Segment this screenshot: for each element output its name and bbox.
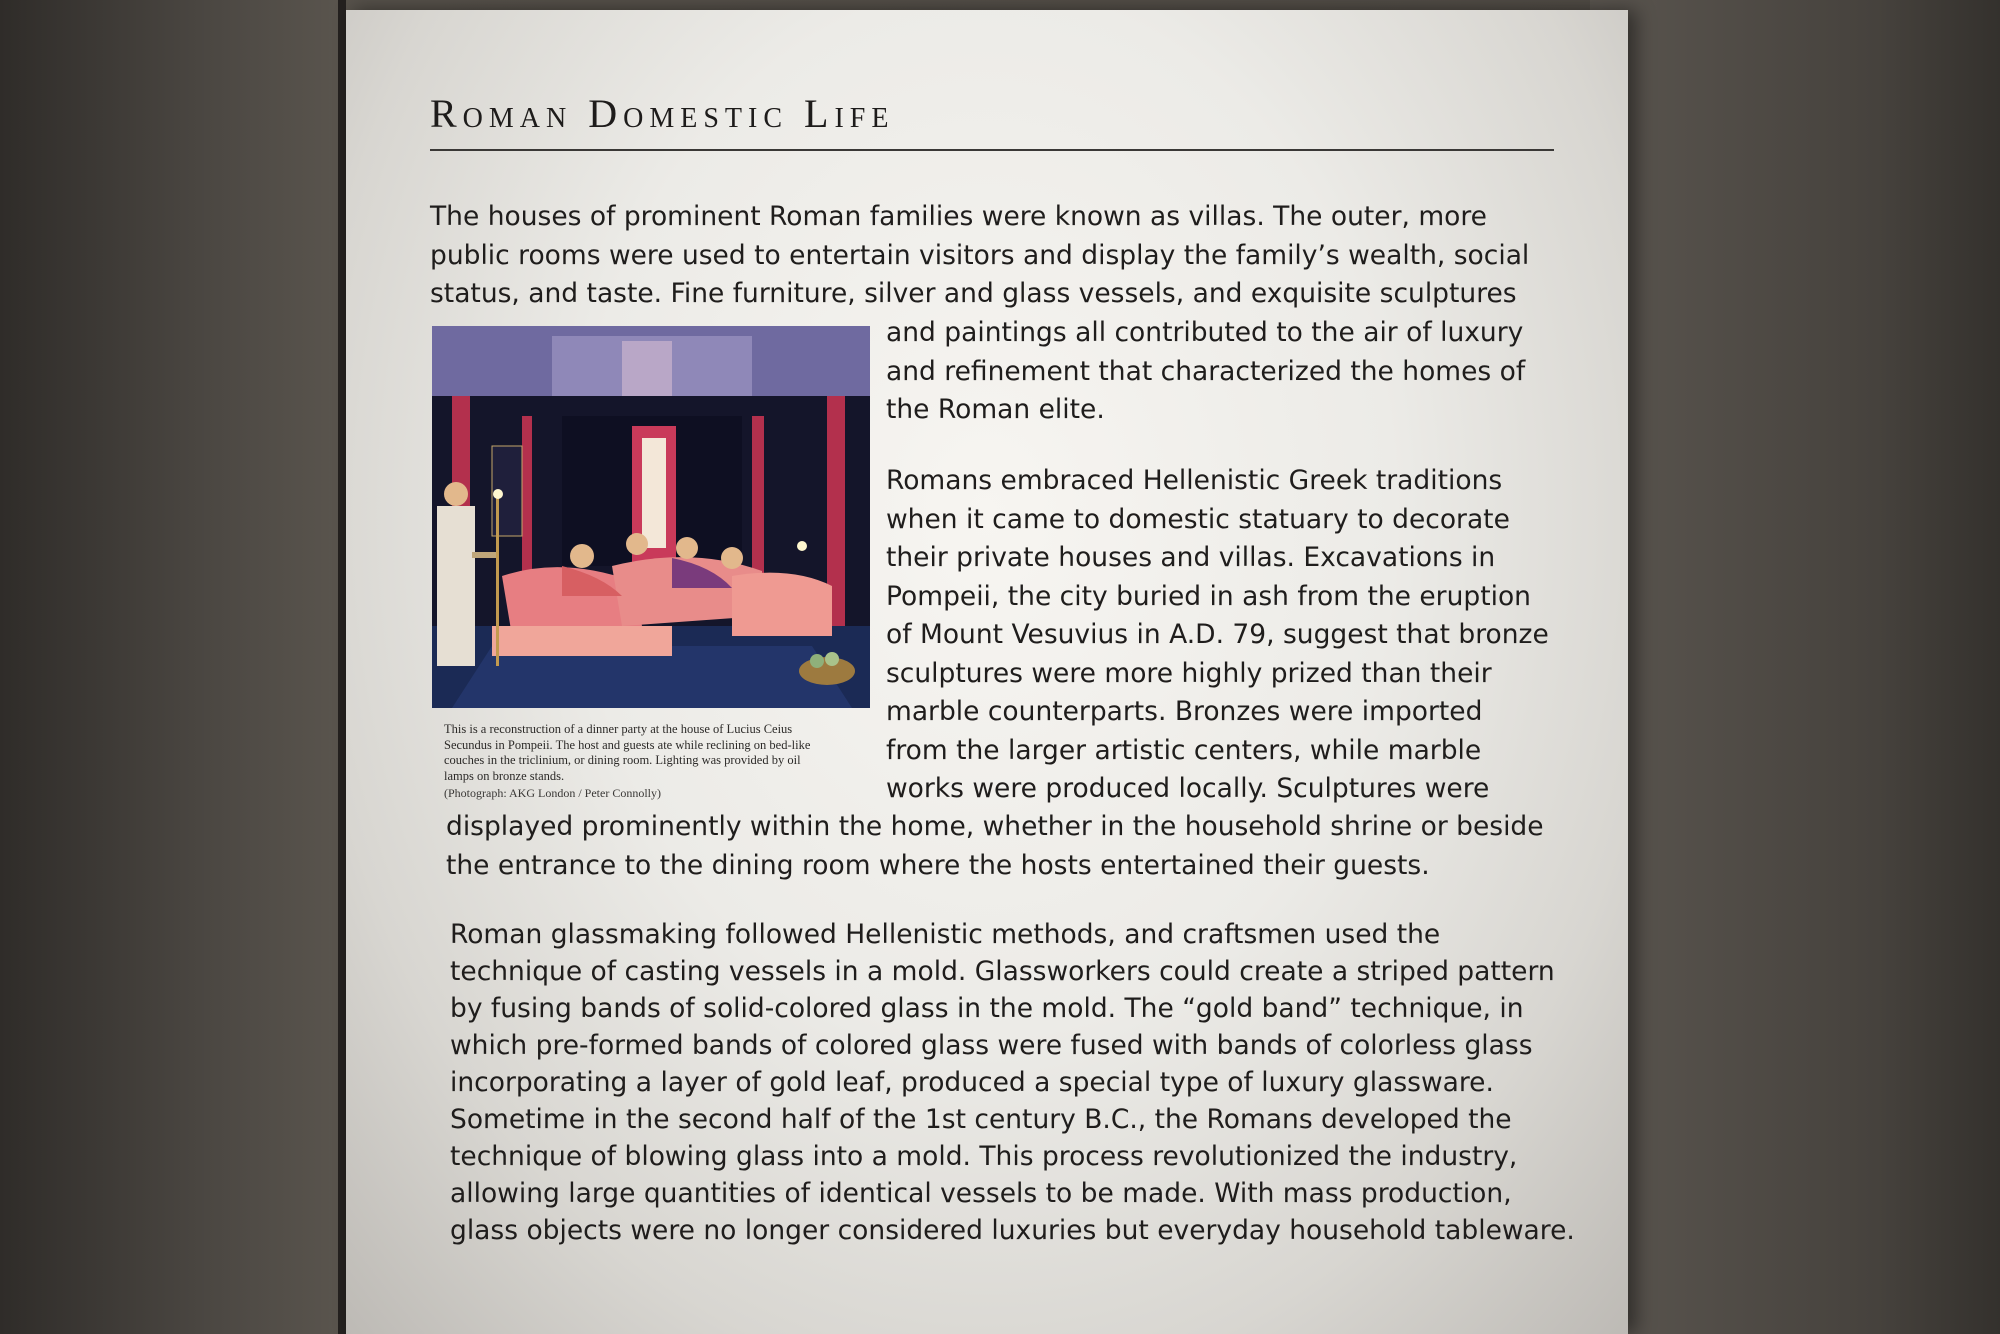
illustration-frame: [432, 326, 870, 718]
text-line: Pompeii, the city buried in ash from the eruption: [886, 580, 1531, 612]
text-line: public rooms were used to entertain visitors and display the family’s wealth, social: [430, 239, 1530, 271]
paragraph-2-full: [446, 808, 1544, 885]
text-line: by fusing bands of solid-colored glass in the mold. The “gold band” technique, in: [450, 993, 1524, 1024]
paragraph-1-full: [430, 198, 1529, 314]
text-line: Sometime in the second half of the 1st century B.C., the Romans developed the: [450, 1104, 1512, 1135]
text-line: of Mount Vesuvius in A.D. 79, suggest that bronze: [886, 619, 1549, 650]
text-line: marble counterparts. Bronzes were imported: [886, 696, 1483, 727]
paragraph-3: [450, 916, 1575, 1249]
text-line: when it came to domestic statuary to decorate: [886, 503, 1510, 535]
panel-title: Roman Domestic Life: [430, 91, 895, 136]
panel-edge: [338, 0, 346, 1334]
title-rule: [430, 149, 1554, 151]
dinner-party-illustration: [432, 326, 870, 708]
text-line: and refinement that characterized the homes of: [886, 355, 1526, 387]
text-line: and paintings all contributed to the air of luxury: [886, 317, 1524, 348]
gallery-wall-left: [0, 0, 345, 1334]
text-line: the Roman elite.: [886, 394, 1105, 425]
text-line: works were produced locally. Sculptures were: [886, 773, 1490, 804]
text-line: technique of blowing glass into a mold. This process revolutionized the industry,: [450, 1141, 1518, 1172]
photo-credit: (Photograph: AKG London / Peter Connolly): [444, 786, 661, 800]
caption-line: This is a reconstruction of a dinner party at the house of Lucius Ceius: [444, 722, 793, 736]
illustration-caption: [444, 722, 810, 784]
caption-line: lamps on bronze stands.: [444, 768, 565, 783]
exhibit-panel: [346, 10, 1628, 1334]
paragraph-1-wrap: [886, 314, 1525, 430]
caption-line: Secundus in Pompeii. The host and guests ate while reclining on bed-like: [444, 737, 811, 752]
gallery-wall-right: [1590, 0, 2000, 1334]
text-line: Romans embraced Hellenistic Greek traditions: [886, 465, 1503, 496]
text-line: Roman glassmaking followed Hellenistic methods, and craftsmen used the: [450, 919, 1441, 950]
text-line: the entrance to the dining room where the hosts entertained their guests.: [446, 849, 1430, 881]
text-line: their private houses and villas. Excavations in: [886, 542, 1496, 573]
text-line: glass objects were no longer considered luxuries but everyday household tableware.: [450, 1215, 1575, 1246]
text-line: allowing large quantities of identical vessels to be made. With mass production,: [450, 1178, 1512, 1209]
text-line: sculptures were more highly prized than their: [886, 657, 1492, 689]
text-line: incorporating a layer of gold leaf, produced a special type of luxury glassware.: [450, 1067, 1494, 1098]
caption-line: couches in the triclinium, or dining room. Lighting was provided by oil: [444, 753, 801, 767]
text-line: The houses of prominent Roman families were known as villas. The outer, more: [430, 201, 1487, 232]
text-line: displayed prominently within the home, whether in the household shrine or beside: [446, 811, 1544, 842]
text-line: which pre-formed bands of colored glass were fused with bands of colorless glass: [450, 1030, 1533, 1061]
text-line: technique of casting vessels in a mold. Glassworkers could create a striped pattern: [450, 956, 1555, 987]
text-line: from the larger artistic centers, while marble: [886, 734, 1482, 766]
paragraph-2-wrap: [886, 462, 1549, 809]
text-line: status, and taste. Fine furniture, silver and glass vessels, and exquisite sculptures: [430, 278, 1517, 309]
